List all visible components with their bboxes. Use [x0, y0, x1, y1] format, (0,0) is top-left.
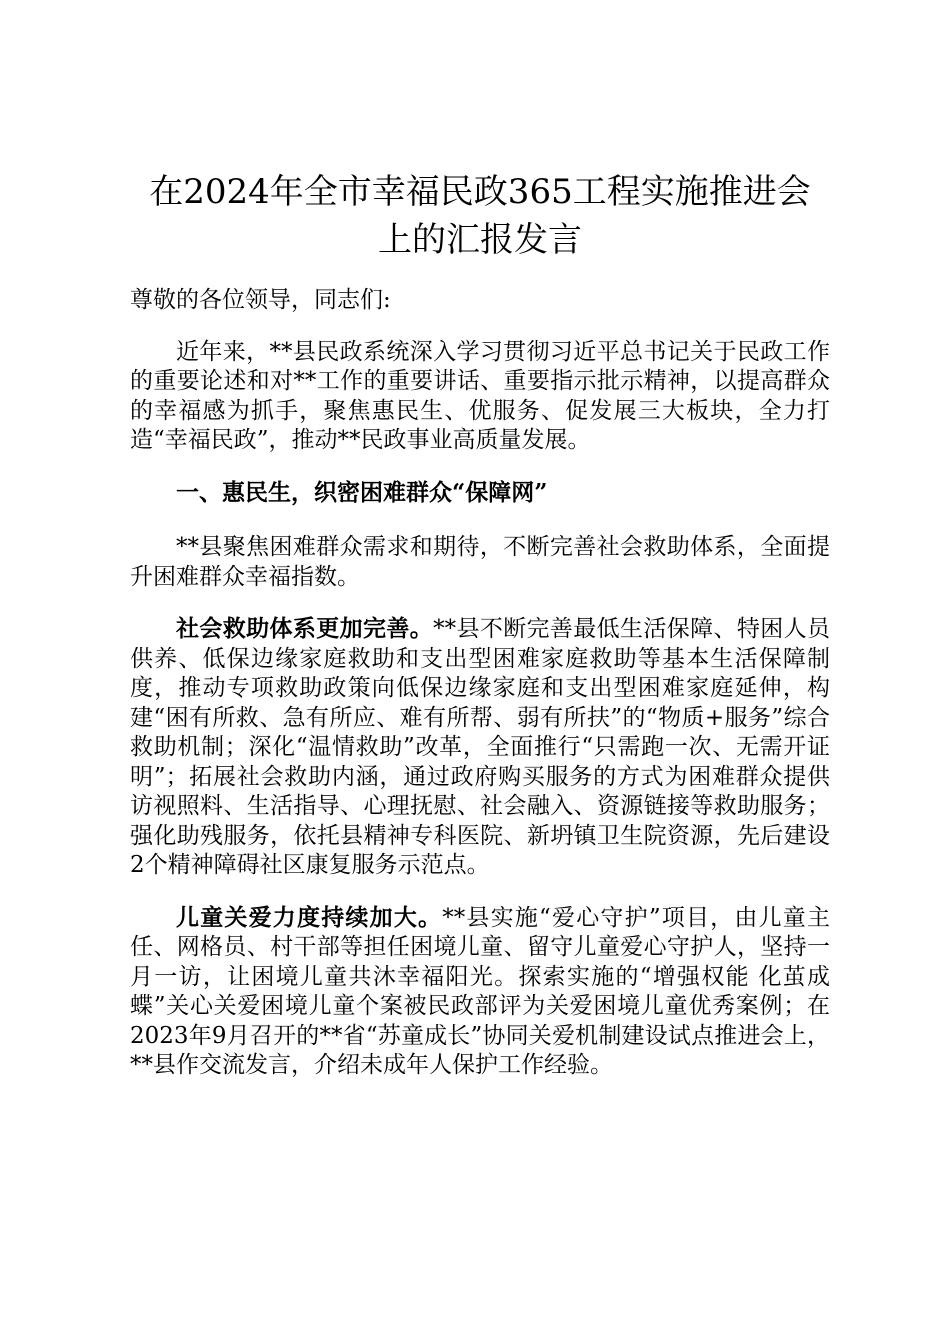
section-summary: **县聚焦困难群众需求和期待，不断完善社会救助体系，全面提升困难群众幸福指数。 — [130, 534, 830, 590]
title-line-1: 在2024年全市幸福民政365工程实施推进会 — [149, 172, 811, 212]
paragraph-lead: 儿童关爱力度持续加大。 — [176, 903, 443, 931]
section-heading: 一、惠民生，织密困难群众“保障网” — [176, 478, 548, 506]
intro-paragraph: 近年来，**县民政系统深入学习贯彻习近平总书记关于民政工作的重要论述和对**工作的重要讲话、重要指示批示精神，以提高群众的幸福感为抓手，聚焦惠民生、优服务、促发展三大板块，全力打造“幸福民政”，推动**民政事业高质量发展。 — [130, 338, 830, 453]
paragraph-body: **县不断完善最低生活保障、特困人员供养、低保边缘家庭救助和支出型困难家庭救助等基本生活保障制度，推动专项救助政策向低保边缘家庭和支出型困难家庭延伸，构建“困有所救、急有所应、难有所帮、弱有所扶”的“物质+服务”综合救助机制；深化“温情救助”改革，全面推行“只需跑一次、无需开证明”；拓展社会救助内涵，通过政府购买服务的方式为困难群众提供访视照料、生活指导、心理抚慰、社会融入、资源链接等救助服务；强化助残服务，依托县精神专科医院、新坍镇卫生院资源，先后建设2个精神障碍社区康复服务示范点。 — [130, 616, 831, 878]
paragraph-social-assistance — [130, 614, 830, 881]
document-title — [110, 168, 850, 264]
paragraph-child-care — [130, 903, 830, 1081]
salutation: 尊敬的各位领导，同志们: — [130, 287, 391, 313]
paragraph-body: **县实施“爱心守护”项目，由儿童主任、网格员、村干部等担任困境儿童、留守儿童爱心守护人，坚持一月一访，让困境儿童共沐幸福阳光。探索实施的“增强权能 化茧成蝶”关心关爱困境儿童个案被民政部评为关爱困境儿童优秀案例；在2023年9月召开的**省“苏童成长”协同关爱机制建设试点推进会上，**县作交流发言，介绍未成年人保护工作经验。 — [130, 904, 830, 1078]
document-page — [130, 168, 830, 1081]
title-line-2: 上的汇报发言 — [378, 220, 582, 260]
paragraph-lead: 社会救助体系更加完善。 — [176, 615, 434, 642]
